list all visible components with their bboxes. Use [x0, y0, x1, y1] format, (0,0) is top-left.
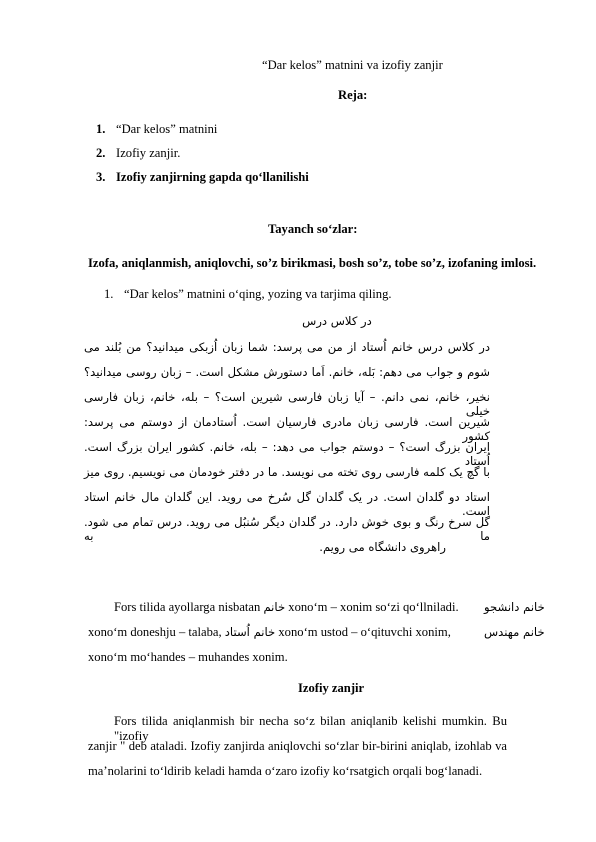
persian-word: خانم مهندس: [484, 625, 545, 639]
persian-line: راهروی دانشگاه می رویم.: [319, 540, 446, 554]
reja-item-number: 1.: [96, 122, 106, 136]
persian-word: خانم: [263, 600, 286, 614]
reja-item-text: Izofiy zanjir.: [116, 146, 181, 160]
section-heading: Izofiy zanjir: [298, 681, 365, 695]
para1-text: xonoʻm ustod – oʻqituvchi xonim,: [275, 625, 451, 639]
para1-line: [88, 625, 451, 640]
para1-text: Fors tilida ayollarga nisbatan: [114, 600, 264, 614]
task-text: “Dar kelos” matnini o‘qing, yozing va tarjima qiling.: [124, 287, 392, 301]
para1-text: xonoʻm doneshju – talaba,: [88, 625, 225, 639]
reja-item-3: [96, 170, 309, 185]
persian-title: در کلاس درس: [302, 314, 372, 328]
task-line: [104, 287, 392, 302]
persian-word: خانم اُستاد: [224, 625, 276, 639]
para2-line: zanjir " deb ataladi. Izofiy zanjirda aniqlovchi so‘zlar bir-birini aniqlab, izohlab va: [88, 739, 507, 753]
para2-line: Fors tilida aniqlanmish bir necha so‘z bilan aniqlanib kelishi mumkin. Bu "izofiy: [114, 714, 507, 743]
reja-item-text: Izofiy zanjirning gapda qo‘llanilishi: [116, 170, 309, 184]
persian-line: استاد دو گلدان است. در یک گلدان گل سُرخ می روید. این گلدان مال خانم استاد است.: [84, 490, 490, 518]
reja-item-number: 3.: [96, 170, 106, 184]
persian-line: با گچ یک کلمه فارسی روی تخته می نویسد. ما در دفتر خودمان می نویسیم. روی میز: [84, 465, 490, 479]
persian-line: شوم و جواب می دهم: بَله، خانم. اَما دستورش مشکل است. – زبان روسی میدانید؟: [84, 365, 490, 379]
task-number: 1.: [104, 287, 114, 301]
persian-line: شیرین است. فارسی زبان مادری فارسیان است. اُستادمان از دوستم می پرسد: کشور: [84, 415, 490, 443]
persian-line: نخیر، خانم، نمی دانم. – آیا زبان فارسی شیرین است؟ – بله، خانم، زبان فارسی خیلی: [84, 390, 490, 418]
reja-item-2: [96, 146, 180, 161]
para2-line: ma’nolarini to‘ldirib keladi hamda o‘zaro izofiy ko‘rsatgich orqali bog‘lanadi.: [88, 764, 483, 778]
page-title: “Dar kelos” matnini va izofiy zanjir: [262, 58, 443, 72]
para1-line: [114, 600, 459, 615]
persian-line: در کلاس درس خانم اُستاد از من می پرسد: شما زبان اُزبکی میدانید؟ من بُلند می: [84, 340, 490, 354]
para1-text: xonoʻm – xonim soʻzi qoʻllniladi.: [285, 600, 459, 614]
persian-line: ایران بزرگ است؟ – دوستم جواب می دهد: – بله، خانم. کشور ایران بزرگ است. اُستاد: [84, 440, 490, 468]
reja-item-1: [96, 122, 217, 137]
reja-item-text: “Dar kelos” matnini: [116, 122, 218, 136]
reja-heading: Reja:: [338, 88, 368, 102]
para1-line: xonoʻm moʻhandes – muhandes xonim.: [88, 650, 288, 664]
keywords-text: Izofa, aniqlanmish, aniqlovchi, so’z birikmasi, bosh so’z, tobe so’z, izofaning imlosi.: [88, 256, 537, 270]
keywords-heading: Tayanch so‘zlar:: [268, 222, 358, 236]
persian-word: خانم دانشجو: [484, 600, 545, 614]
persian-line: گل سرخ رنگ و بوی خوش دارد. در گلدان دیگر سُنبُل می روید. درس تمام می شود. ما به: [84, 515, 490, 543]
reja-item-number: 2.: [96, 146, 106, 160]
